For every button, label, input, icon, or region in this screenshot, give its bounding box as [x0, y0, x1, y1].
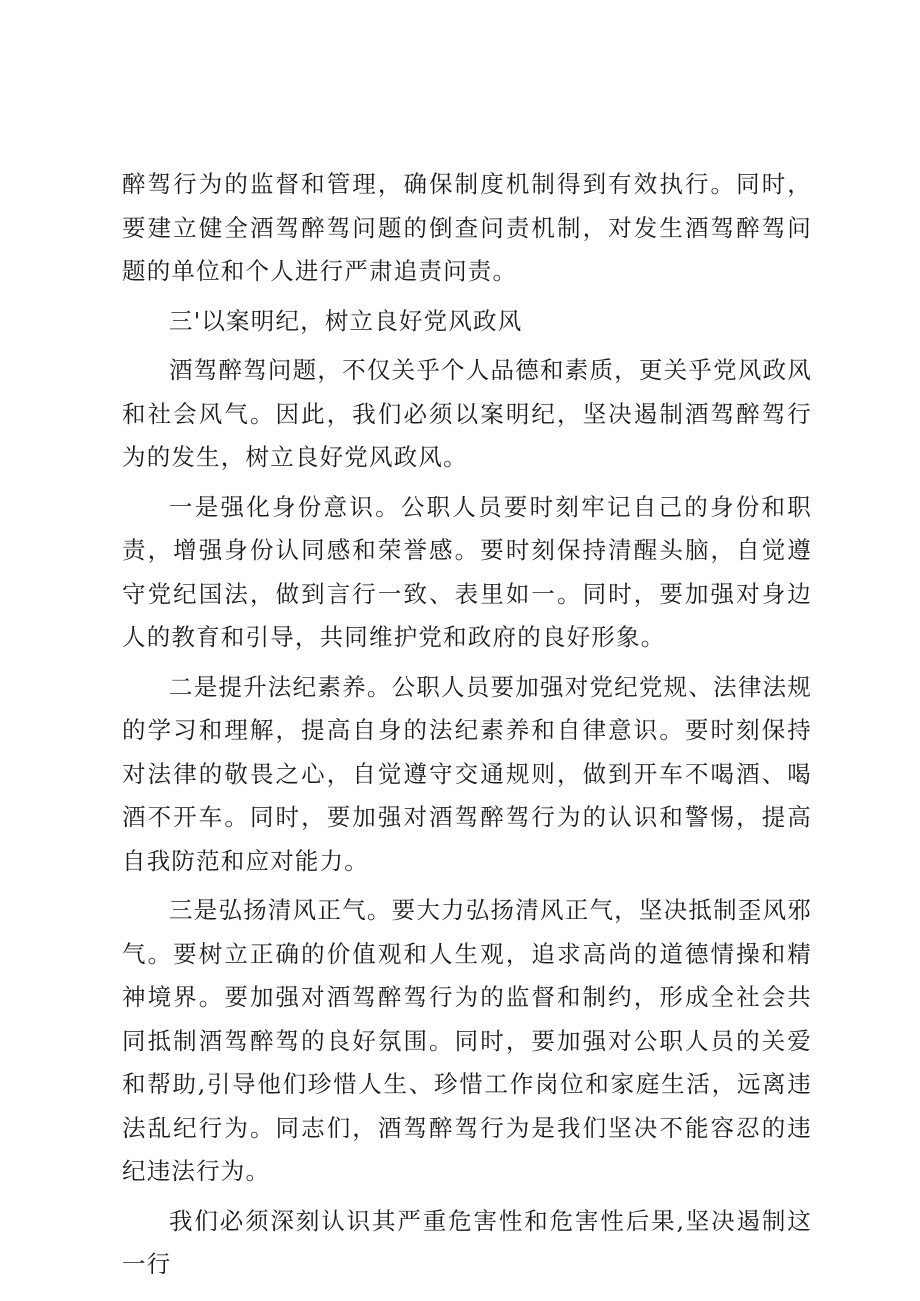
paragraph-1: 醉驾行为的监督和管理，确保制度机制得到有效执行。同时，要建立健全酒驾醉驾问题的倒查问责机制，对发生酒驾醉驾问题的单位和个人进行严肃追责问责。: [122, 170, 812, 285]
section-heading: 三'以案明纪，树立良好党风政风: [169, 306, 523, 335]
document-body: [122, 163, 812, 1293]
paragraph-4: 二是提升法纪素养。公职人员要加强对党纪党规、法律法规的学习和理解，提高自身的法纪素养和自律意识。要时刻保持对法律的敬畏之心，自觉遵守交通规则，做到开车不喝酒、喝酒不开车。同时，要加强对酒驾醉驾行为的认识和警惕，提高自我防范和应对能力。: [122, 672, 812, 875]
paragraph-3: 一是强化身份意识。公职人员要时刻牢记自己的身份和职责，增强身份认同感和荣誉感。要时刻保持清醒头脑，自觉遵守党纪国法，做到言行一致、表里如一。同时，要加强对身边人的教育和引导，共同维护党和政府的良好形象。: [122, 492, 812, 651]
paragraph-2: 酒驾醉驾问题，不仅关乎个人品德和素质，更关乎党风政风和社会风气。因此，我们必须以案明纪，坚决遏制酒驾醉驾行为的发生，树立良好党风政风。: [122, 356, 812, 471]
paragraph-6: 我们必须深刻认识其严重危害性和危害性后果,坚决遏制这一行: [122, 1206, 812, 1278]
paragraph-5: 三是弘扬清风正气。要大力弘扬清风正气，坚决抵制歪风邪气。要树立正确的价值观和人生观，追求高尚的道德情操和精神境界。要加强对酒驾醉驾行为的监督和制约，形成全社会共同抵制酒驾醉驾的良好氛围。同时，要加强对公职人员的关爱和帮助,引导他们珍惜人生、珍惜工作岗位和家庭生活，远离违法乱纪行为。同志们，酒驾醉驾行为是我们坚决不能容忍的违纪违法行为。: [122, 896, 812, 1185]
